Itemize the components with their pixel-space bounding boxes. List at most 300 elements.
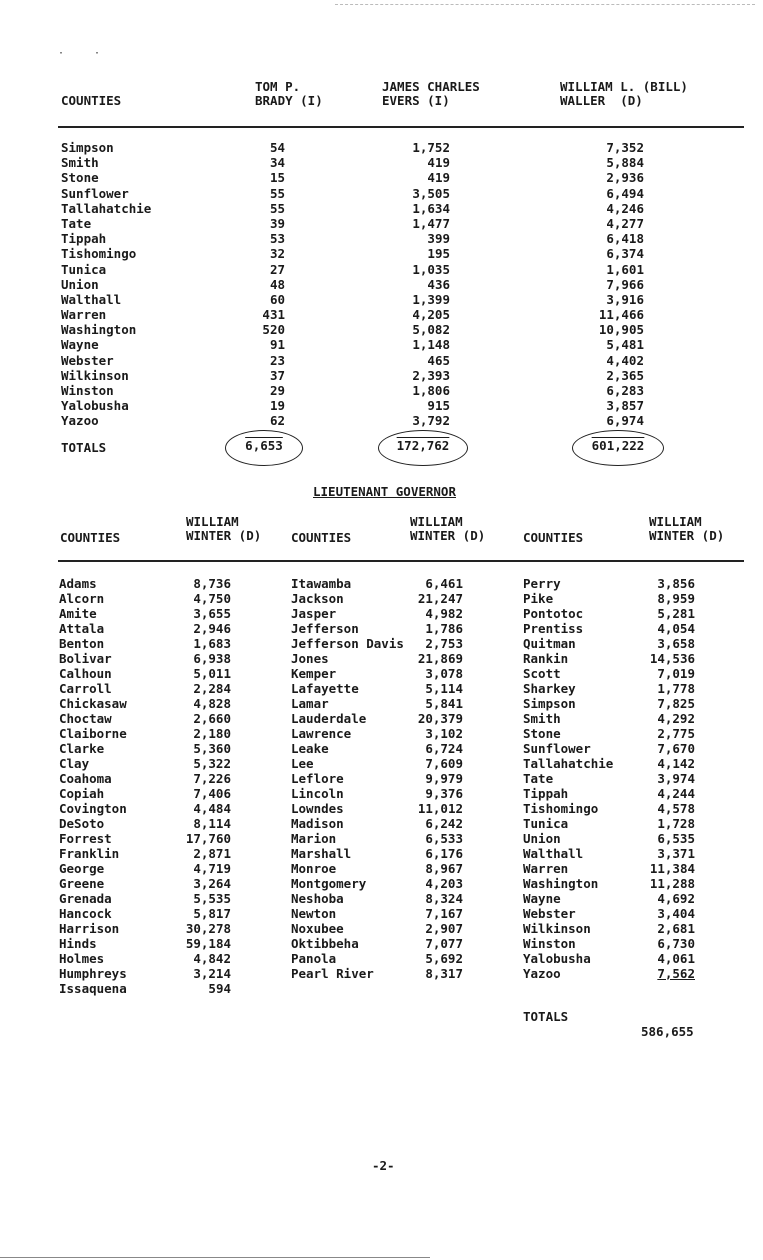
circled-total-waller xyxy=(572,430,664,466)
waller-votes: 6,974 xyxy=(606,413,644,429)
county-name: Warren xyxy=(61,307,107,323)
county-name: Tate xyxy=(523,771,554,786)
county-name: Smith xyxy=(61,155,99,171)
lt-column-1 xyxy=(59,576,249,996)
winter-votes: 7,167 xyxy=(425,906,463,921)
county-name: Calhoun xyxy=(59,666,112,681)
list-item xyxy=(523,891,713,906)
list-item xyxy=(523,726,713,741)
county-name: Amite xyxy=(59,606,97,621)
evers-votes: 4,205 xyxy=(412,307,450,323)
winter-votes: 8,736 xyxy=(193,576,231,591)
county-name: Lafayette xyxy=(291,681,359,696)
county-name: Hinds xyxy=(59,936,97,951)
county-name: Stone xyxy=(61,170,99,186)
winter-votes: 1,728 xyxy=(657,816,695,831)
winter-votes: 3,404 xyxy=(657,906,695,921)
winter-votes: 2,775 xyxy=(657,726,695,741)
evers-votes: 1,752 xyxy=(412,140,450,155)
list-item xyxy=(523,831,713,846)
lt-header-counties-1: COUNTIES xyxy=(60,530,121,545)
list-item xyxy=(523,711,713,726)
county-name: Simpson xyxy=(61,140,114,155)
county-name: Montgomery xyxy=(291,876,367,891)
winter-votes: 11,012 xyxy=(417,801,463,816)
county-name: Tunica xyxy=(61,261,107,277)
list-item xyxy=(59,786,249,801)
evers-votes: 3,505 xyxy=(412,185,450,201)
list-item xyxy=(59,966,249,981)
table-row xyxy=(0,383,763,398)
county-name: Bolivar xyxy=(59,651,112,666)
winter-votes: 1,683 xyxy=(193,636,231,651)
evers-votes: 419 xyxy=(427,155,450,171)
table-row xyxy=(0,292,763,307)
county-name: Oktibbeha xyxy=(291,936,359,951)
winter-votes: 2,284 xyxy=(193,681,231,696)
winter-votes: 5,114 xyxy=(425,681,463,696)
county-name: Yazoo xyxy=(61,413,99,429)
county-name: Quitman xyxy=(523,636,576,651)
county-name: Tate xyxy=(61,215,92,231)
list-item xyxy=(523,651,713,666)
county-name: Sunflower xyxy=(523,741,591,756)
winter-votes: 4,982 xyxy=(425,606,463,621)
winter-votes: 4,750 xyxy=(193,591,231,606)
county-name: Jasper xyxy=(291,606,337,621)
county-name: Walthall xyxy=(61,291,122,307)
waller-votes: 6,494 xyxy=(606,185,644,201)
county-name: Humphreys xyxy=(59,966,127,981)
header-counties: COUNTIES xyxy=(61,93,122,108)
list-item xyxy=(523,936,713,951)
county-name: Stone xyxy=(523,726,561,741)
waller-votes: 7,352 xyxy=(606,140,644,155)
list-item xyxy=(59,831,249,846)
county-name: Leflore xyxy=(291,771,344,786)
county-name: George xyxy=(59,861,105,876)
county-name: Walthall xyxy=(523,846,584,861)
list-item xyxy=(291,756,481,771)
winter-votes: 7,226 xyxy=(193,771,231,786)
county-name: Yazoo xyxy=(523,966,561,981)
county-name: Tishomingo xyxy=(61,246,137,262)
list-item xyxy=(523,681,713,696)
winter-votes: 4,578 xyxy=(657,801,695,816)
county-name: Washington xyxy=(61,322,137,338)
county-name: Newton xyxy=(291,906,337,921)
winter-votes: 4,828 xyxy=(193,696,231,711)
list-item xyxy=(59,681,249,696)
winter-votes: 6,724 xyxy=(425,741,463,756)
scan-specks: ·· xyxy=(58,48,131,59)
county-name: Scott xyxy=(523,666,561,681)
list-item xyxy=(523,741,713,756)
evers-votes: 436 xyxy=(427,276,450,292)
county-name: Attala xyxy=(59,621,105,636)
list-item xyxy=(59,726,249,741)
list-item xyxy=(291,906,481,921)
county-name: Carroll xyxy=(59,681,112,696)
county-name: Union xyxy=(61,276,99,292)
winter-votes: 5,360 xyxy=(193,741,231,756)
list-item xyxy=(523,801,713,816)
winter-votes: 3,102 xyxy=(425,726,463,741)
county-name: Franklin xyxy=(59,846,120,861)
table-row xyxy=(0,398,763,413)
list-item xyxy=(59,891,249,906)
county-name: Forrest xyxy=(59,831,112,846)
list-item xyxy=(523,906,713,921)
lieutenant-governor-title: LIEUTENANT GOVERNOR xyxy=(313,484,456,499)
winter-votes: 6,242 xyxy=(425,816,463,831)
winter-votes: 14,536 xyxy=(649,651,695,666)
evers-votes: 1,399 xyxy=(412,291,450,307)
winter-votes: 2,946 xyxy=(193,621,231,636)
evers-votes: 1,148 xyxy=(412,337,450,353)
list-item xyxy=(59,621,249,636)
list-item xyxy=(59,861,249,876)
county-name: Tunica xyxy=(523,816,569,831)
winter-votes: 5,692 xyxy=(425,951,463,966)
county-name: Webster xyxy=(523,906,576,921)
county-name: Lee xyxy=(291,756,314,771)
lt-header-winter-2: WILLIAM WINTER (D) xyxy=(410,514,486,543)
list-item xyxy=(291,846,481,861)
governor-table-header xyxy=(0,80,763,122)
table-row xyxy=(0,262,763,277)
county-name: Prentiss xyxy=(523,621,584,636)
county-name: Lauderdale xyxy=(291,711,367,726)
winter-votes: 4,842 xyxy=(193,951,231,966)
county-name: Wilkinson xyxy=(61,367,129,383)
waller-votes: 11,466 xyxy=(598,307,644,323)
winter-votes: 7,077 xyxy=(425,936,463,951)
county-name: Pike xyxy=(523,591,554,606)
winter-votes: 6,938 xyxy=(193,651,231,666)
winter-votes: 8,324 xyxy=(425,891,463,906)
list-item xyxy=(523,816,713,831)
winter-votes: 1,786 xyxy=(425,621,463,636)
waller-votes: 1,601 xyxy=(606,261,644,277)
total-evers: 172,762 xyxy=(396,438,450,453)
header-rule xyxy=(58,126,744,128)
evers-votes: 465 xyxy=(427,352,450,368)
winter-votes: 8,967 xyxy=(425,861,463,876)
winter-votes: 3,264 xyxy=(193,876,231,891)
list-item xyxy=(59,906,249,921)
county-name: Panola xyxy=(291,951,337,966)
list-item xyxy=(59,651,249,666)
county-name: Lawrence xyxy=(291,726,352,741)
winter-votes: 17,760 xyxy=(185,831,231,846)
list-item xyxy=(59,981,249,996)
list-item xyxy=(291,636,481,651)
county-name: Clay xyxy=(59,756,90,771)
winter-votes: 4,244 xyxy=(657,786,695,801)
county-name: Kemper xyxy=(291,666,337,681)
list-item xyxy=(523,606,713,621)
list-item xyxy=(291,876,481,891)
list-item xyxy=(523,636,713,651)
winter-votes: 7,019 xyxy=(657,666,695,681)
header-waller: WILLIAM L. (BILL) WALLER (D) xyxy=(560,79,688,108)
winter-votes: 21,247 xyxy=(417,591,463,606)
county-name: Hancock xyxy=(59,906,112,921)
brady-votes: 91 xyxy=(269,337,285,353)
list-item xyxy=(291,621,481,636)
county-name: Covington xyxy=(59,801,127,816)
list-item xyxy=(523,966,713,981)
table-row xyxy=(0,170,763,185)
county-name: Winston xyxy=(61,383,114,398)
list-item xyxy=(523,786,713,801)
lt-totals-row xyxy=(523,994,713,1054)
bottom-rule xyxy=(0,1257,430,1258)
winter-votes: 3,371 xyxy=(657,846,695,861)
list-item xyxy=(59,801,249,816)
list-item xyxy=(523,876,713,891)
county-name: Holmes xyxy=(59,951,105,966)
county-name: Tallahatchie xyxy=(523,756,614,771)
brady-votes: 32 xyxy=(269,246,285,262)
county-name: Coahoma xyxy=(59,771,112,786)
table-row xyxy=(0,155,763,170)
evers-votes: 399 xyxy=(427,231,450,247)
winter-votes: 4,292 xyxy=(657,711,695,726)
brady-votes: 34 xyxy=(269,155,285,171)
winter-votes: 4,692 xyxy=(657,891,695,906)
evers-votes: 915 xyxy=(427,398,450,414)
county-name: Wilkinson xyxy=(523,921,591,936)
page-number: -2- xyxy=(372,1158,395,1173)
evers-votes: 1,806 xyxy=(412,383,450,398)
county-name: DeSoto xyxy=(59,816,105,831)
brady-votes: 37 xyxy=(269,367,285,383)
county-name: Simpson xyxy=(523,696,576,711)
brady-votes: 23 xyxy=(269,352,285,368)
table-row xyxy=(0,231,763,246)
winter-votes: 4,054 xyxy=(657,621,695,636)
waller-votes: 5,481 xyxy=(606,337,644,353)
lt-column-3 xyxy=(523,576,713,981)
list-item xyxy=(291,666,481,681)
table-row xyxy=(0,307,763,322)
winter-votes: 5,011 xyxy=(193,666,231,681)
winter-votes: 4,484 xyxy=(193,801,231,816)
list-item xyxy=(291,831,481,846)
winter-votes: 8,114 xyxy=(193,816,231,831)
table-row xyxy=(0,337,763,352)
list-item xyxy=(291,951,481,966)
winter-votes: 5,535 xyxy=(193,891,231,906)
governor-table-body xyxy=(0,140,763,429)
list-item xyxy=(59,756,249,771)
county-name: Yalobusha xyxy=(61,398,129,414)
list-item xyxy=(291,711,481,726)
county-name: Perry xyxy=(523,576,561,591)
winter-votes: 7,825 xyxy=(657,696,695,711)
governor-totals-row xyxy=(0,440,763,460)
winter-votes: 3,974 xyxy=(657,771,695,786)
list-item xyxy=(291,726,481,741)
evers-votes: 2,393 xyxy=(412,367,450,383)
county-name: Lincoln xyxy=(291,786,344,801)
list-item xyxy=(59,846,249,861)
brady-votes: 60 xyxy=(269,291,285,307)
list-item xyxy=(291,861,481,876)
brady-votes: 55 xyxy=(269,200,285,216)
winter-votes: 59,184 xyxy=(185,936,231,951)
list-item xyxy=(59,606,249,621)
waller-votes: 6,418 xyxy=(606,231,644,247)
winter-votes: 7,562 xyxy=(657,966,695,981)
table-row xyxy=(0,368,763,383)
total-waller: 601,222 xyxy=(591,438,645,453)
list-item xyxy=(291,936,481,951)
list-item xyxy=(291,801,481,816)
county-name: Choctaw xyxy=(59,711,112,726)
winter-votes: 3,658 xyxy=(657,636,695,651)
lt-header-winter-1: WILLIAM WINTER (D) xyxy=(186,514,262,543)
list-item xyxy=(59,696,249,711)
winter-votes: 20,379 xyxy=(417,711,463,726)
list-item xyxy=(523,666,713,681)
table-row xyxy=(0,201,763,216)
table-row xyxy=(0,140,763,155)
brady-votes: 39 xyxy=(269,215,285,231)
list-item xyxy=(59,741,249,756)
county-name: Chickasaw xyxy=(59,696,127,711)
lt-column-2 xyxy=(291,576,481,981)
waller-votes: 10,905 xyxy=(598,322,644,338)
waller-votes: 4,246 xyxy=(606,200,644,216)
list-item xyxy=(291,921,481,936)
winter-votes: 2,180 xyxy=(193,726,231,741)
winter-votes: 30,278 xyxy=(185,921,231,936)
winter-votes: 594 xyxy=(208,981,231,996)
list-item xyxy=(291,591,481,606)
lt-header-counties-3: COUNTIES xyxy=(523,530,584,545)
list-item xyxy=(523,696,713,711)
county-name: Noxubee xyxy=(291,921,344,936)
waller-votes: 4,402 xyxy=(606,352,644,368)
list-item xyxy=(59,636,249,651)
table-row xyxy=(0,246,763,261)
winter-votes: 5,841 xyxy=(425,696,463,711)
winter-votes: 4,203 xyxy=(425,876,463,891)
header-brady: TOM P. BRADY (I) xyxy=(255,79,323,108)
brady-votes: 15 xyxy=(269,170,285,186)
brady-votes: 19 xyxy=(269,398,285,414)
winter-votes: 6,535 xyxy=(657,831,695,846)
winter-votes: 5,322 xyxy=(193,756,231,771)
waller-votes: 3,916 xyxy=(606,291,644,307)
top-dotted-line xyxy=(335,4,755,5)
table-row xyxy=(0,322,763,337)
list-item xyxy=(291,741,481,756)
evers-votes: 1,477 xyxy=(412,215,450,231)
table-row xyxy=(0,216,763,231)
lt-header-counties-2: COUNTIES xyxy=(291,530,352,545)
list-item xyxy=(291,681,481,696)
lt-totals-label: TOTALS xyxy=(523,1009,569,1024)
brady-votes: 29 xyxy=(269,383,285,398)
list-item xyxy=(291,816,481,831)
county-name: Winston xyxy=(523,936,576,951)
waller-votes: 2,365 xyxy=(606,367,644,383)
waller-votes: 3,857 xyxy=(606,398,644,414)
county-name: Marion xyxy=(291,831,337,846)
list-item xyxy=(523,861,713,876)
list-item xyxy=(59,951,249,966)
winter-votes: 7,670 xyxy=(657,741,695,756)
lt-totals-value: 586,655 xyxy=(641,1024,694,1039)
winter-votes: 4,142 xyxy=(657,756,695,771)
winter-votes: 3,856 xyxy=(657,576,695,591)
county-name: Pontotoc xyxy=(523,606,584,621)
winter-votes: 3,655 xyxy=(193,606,231,621)
winter-votes: 8,959 xyxy=(657,591,695,606)
evers-votes: 195 xyxy=(427,246,450,262)
waller-votes: 4,277 xyxy=(606,215,644,231)
circled-total-brady xyxy=(225,430,303,466)
county-name: Tippah xyxy=(523,786,569,801)
county-name: Itawamba xyxy=(291,576,352,591)
county-name: Smith xyxy=(523,711,561,726)
county-name: Lowndes xyxy=(291,801,344,816)
winter-votes: 4,061 xyxy=(657,951,695,966)
table-row xyxy=(0,413,763,428)
list-item xyxy=(291,651,481,666)
county-name: Lamar xyxy=(291,696,329,711)
waller-votes: 6,283 xyxy=(606,383,644,398)
county-name: Madison xyxy=(291,816,344,831)
county-name: Pearl River xyxy=(291,966,374,981)
evers-votes: 1,634 xyxy=(412,200,450,216)
circled-total-evers xyxy=(378,430,468,466)
winter-votes: 9,979 xyxy=(425,771,463,786)
county-name: Union xyxy=(523,831,561,846)
county-name: Jefferson Davis xyxy=(291,636,404,651)
list-item xyxy=(59,711,249,726)
county-name: Harrison xyxy=(59,921,120,936)
winter-votes: 1,778 xyxy=(657,681,695,696)
county-name: Grenada xyxy=(59,891,112,906)
winter-votes: 21,869 xyxy=(417,651,463,666)
county-name: Yalobusha xyxy=(523,951,591,966)
county-name: Jones xyxy=(291,651,329,666)
winter-votes: 5,817 xyxy=(193,906,231,921)
county-name: Tallahatchie xyxy=(61,200,152,216)
list-item xyxy=(523,591,713,606)
winter-votes: 5,281 xyxy=(657,606,695,621)
list-item xyxy=(59,591,249,606)
waller-votes: 7,966 xyxy=(606,276,644,292)
county-name: Jefferson xyxy=(291,621,359,636)
list-item xyxy=(523,951,713,966)
winter-votes: 6,176 xyxy=(425,846,463,861)
waller-votes: 2,936 xyxy=(606,170,644,186)
list-item xyxy=(523,771,713,786)
winter-votes: 11,384 xyxy=(649,861,695,876)
winter-votes: 8,317 xyxy=(425,966,463,981)
county-name: Leake xyxy=(291,741,329,756)
winter-votes: 2,681 xyxy=(657,921,695,936)
brady-votes: 520 xyxy=(262,322,285,338)
brady-votes: 53 xyxy=(269,231,285,247)
evers-votes: 5,082 xyxy=(412,322,450,338)
